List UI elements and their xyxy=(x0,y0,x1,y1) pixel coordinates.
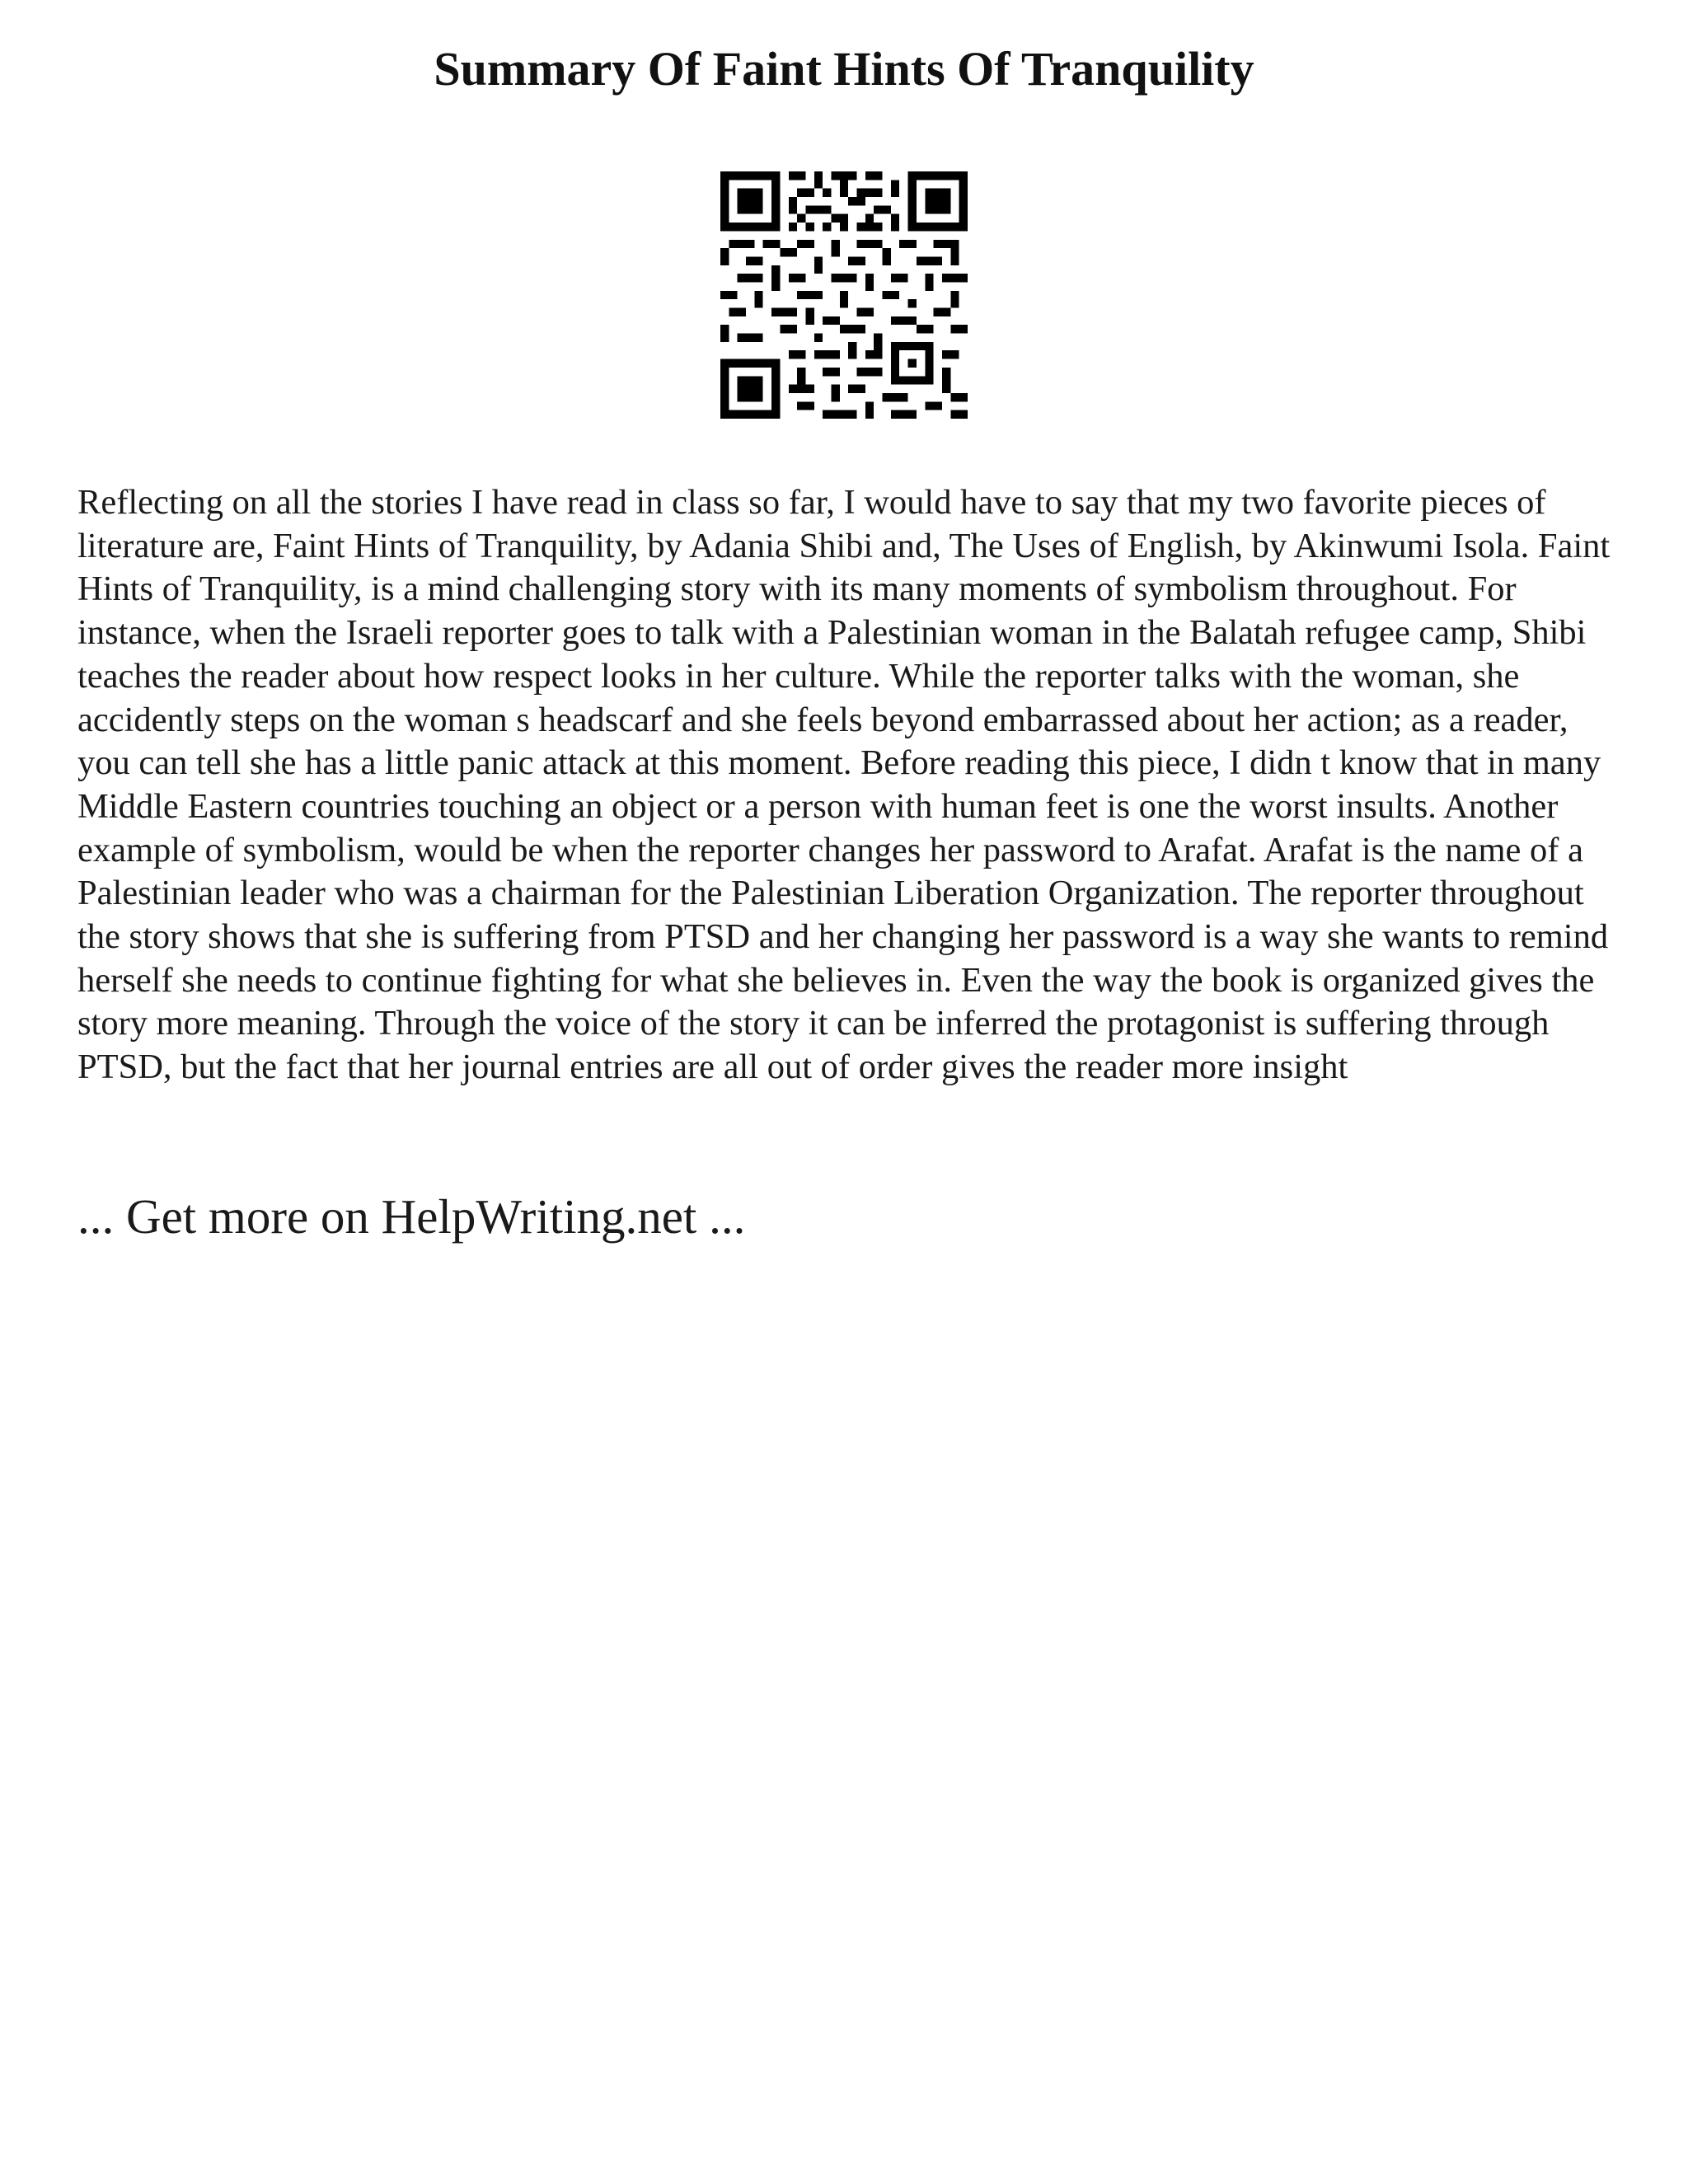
essay-body: Reflecting on all the stories I have read in class so far, I would have to say that my two favorite pieces of literature are, Faint Hints of Tranquility, by Adania Shibi and, The Uses of English, by Akinwumi Isola. Faint Hints of Tranquility, is a mind challenging story with its many moments of symbolism throughout. For instance, when the Israeli reporter goes to talk with a Palestinian woman in the Balatah refugee camp, Shibi teaches the reader about how respect looks in her culture. While the reporter talks with the woman, she accidently steps on the woman s headscarf and she feels beyond embarrassed about her action; as a reader, you can tell she has a little panic attack at this moment. Before reading this piece, I didn t know that in many Middle Eastern countries touching an object or a person with human feet is one the worst insults. Another example of symbolism, would be when the reporter changes her password to Arafat. Arafat is the name of a Palestinian leader who was a chairman for the Palestinian Liberation Organization. The reporter throughout the story shows that she is suffering from PTSD and her changing her password is a way she wants to remind herself she needs to continue fighting for what she believes in. Even the way the book is organized gives the story more meaning. Through the voice of the story it can be inferred the protagonist is suffering through PTSD, but the fact that her journal entries are all out of order gives the reader more insight xyxy=(77,483,1611,1087)
page-title: Summary Of Faint Hints Of Tranquility xyxy=(434,42,1254,96)
get-more-link[interactable]: ... Get more on HelpWriting.net ... xyxy=(77,1189,746,1244)
qr-code-icon xyxy=(720,171,968,419)
